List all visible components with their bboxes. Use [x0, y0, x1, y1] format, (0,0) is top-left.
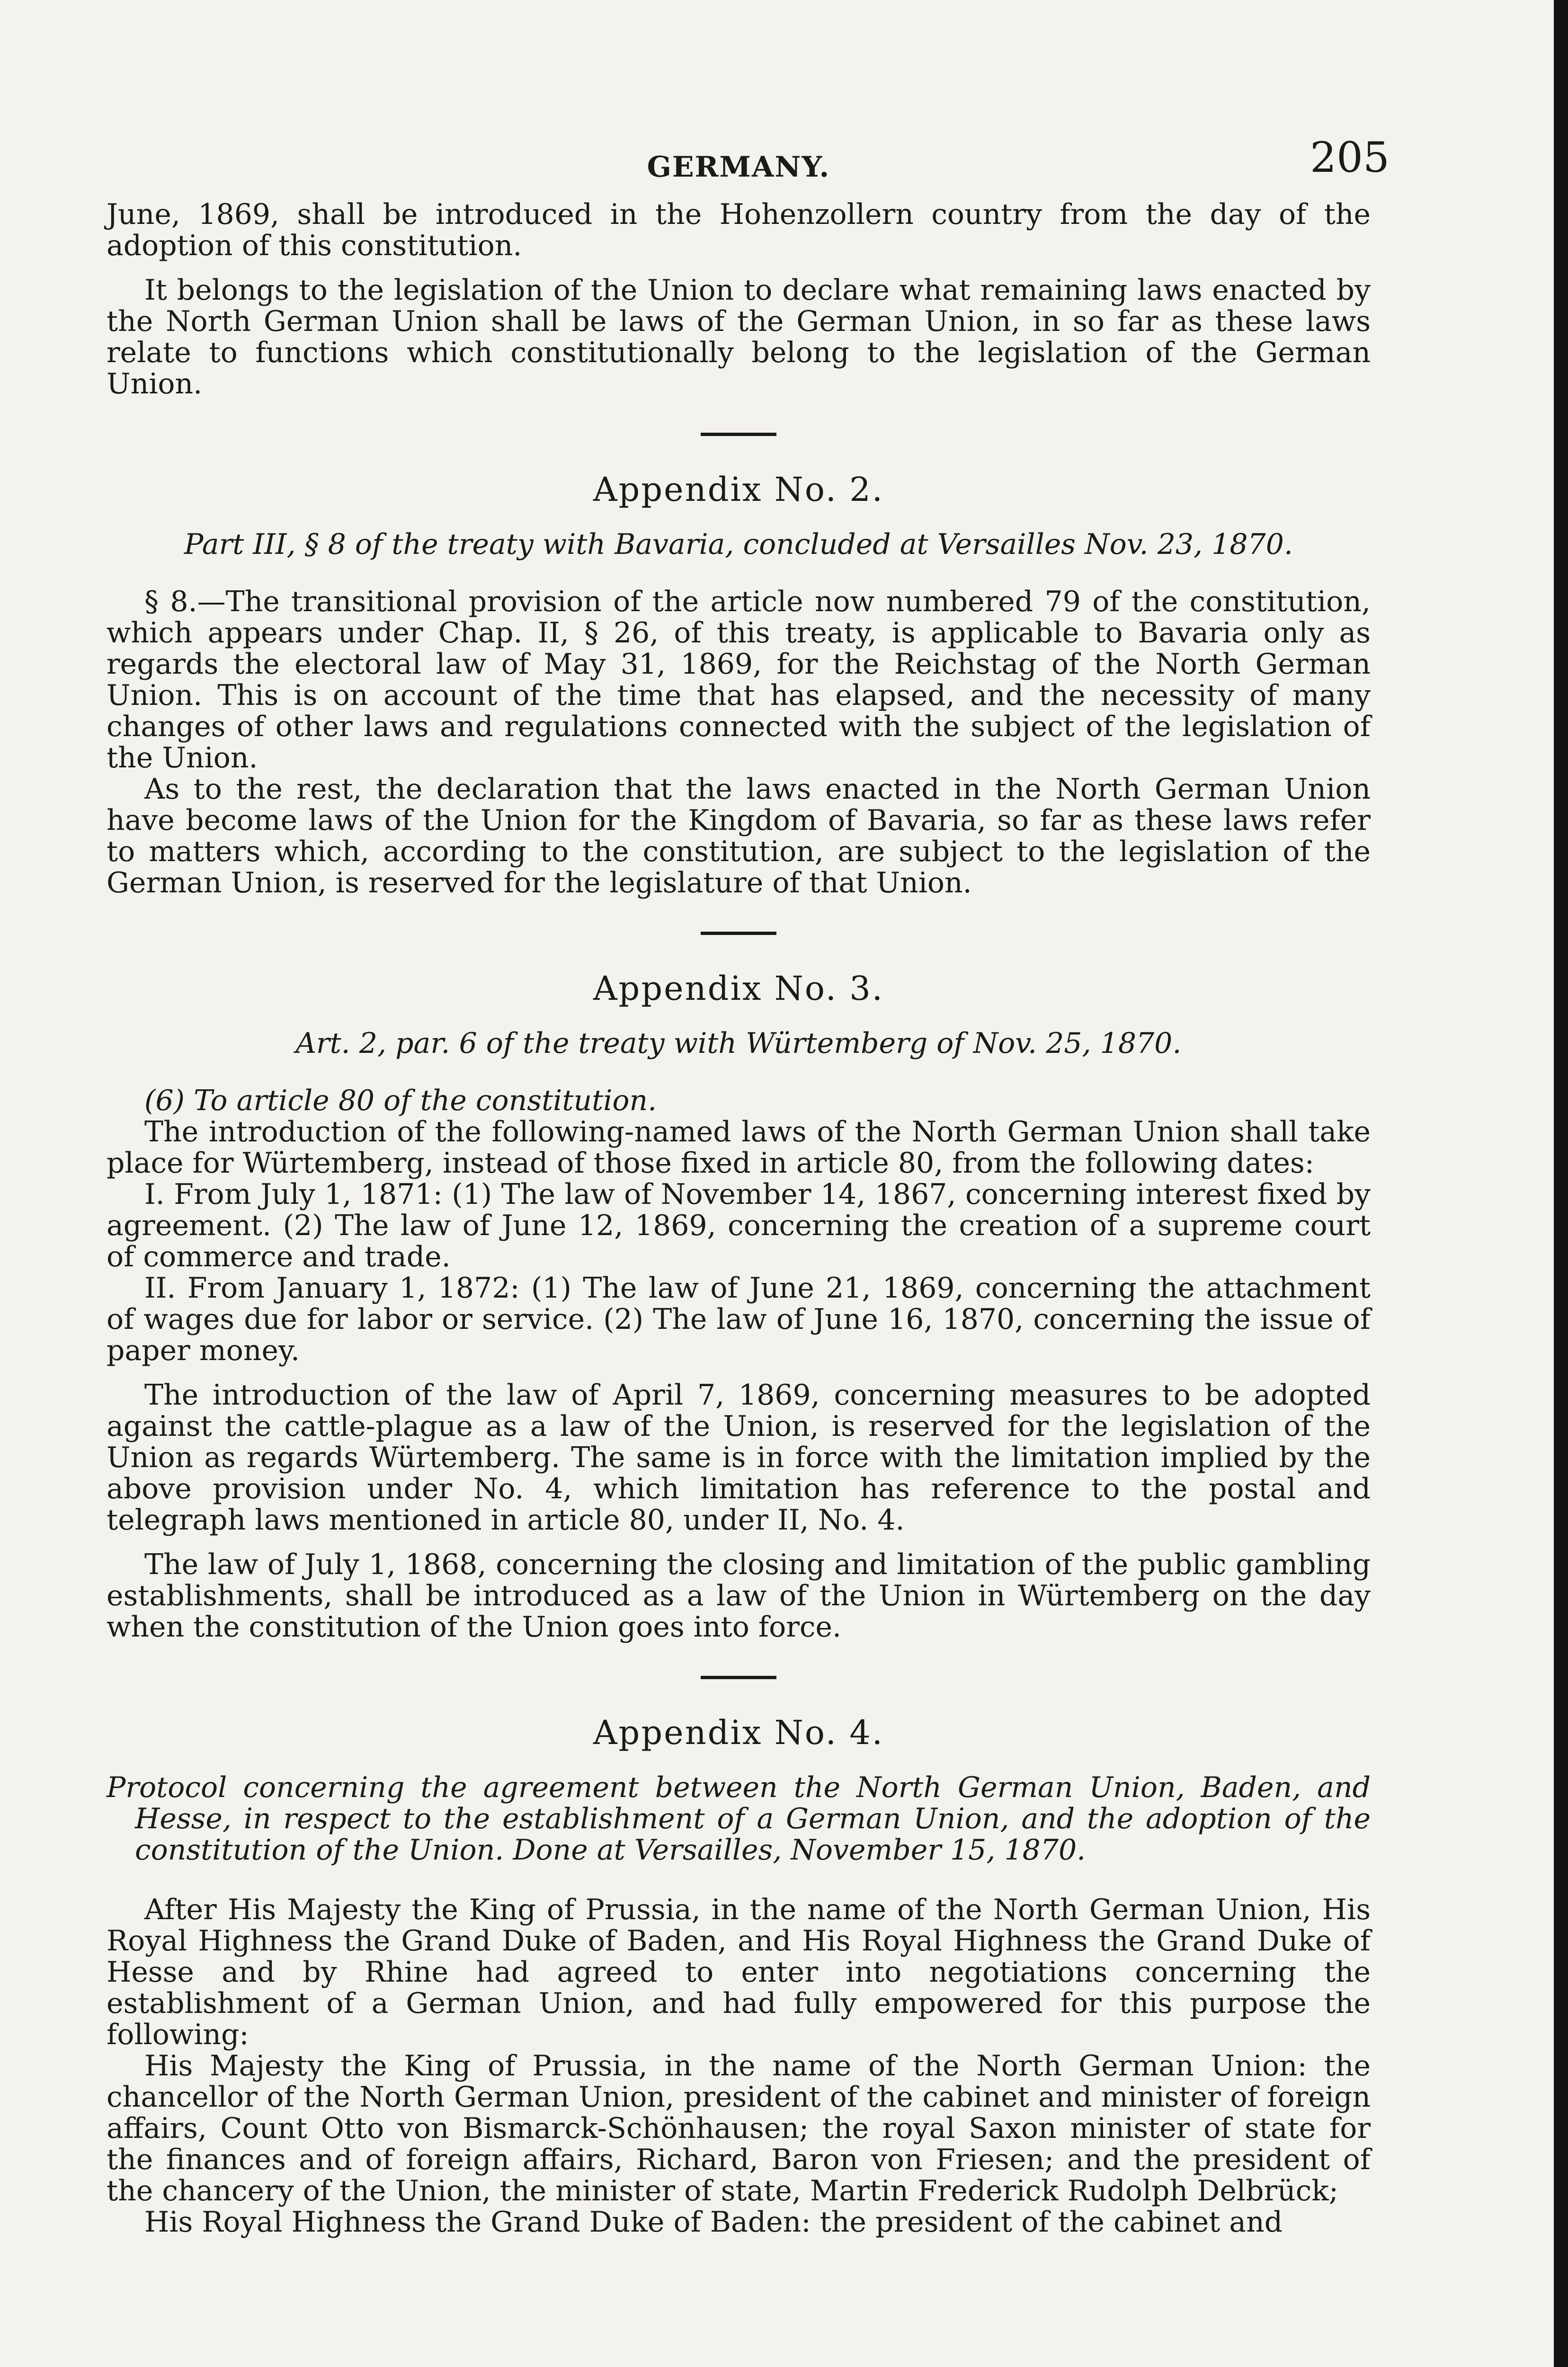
appendix-3-paragraph: The law of July 1, 1868, concerning the closing and limitation of the public gambling establishments, shall be introduced as a law of the Union in Würtemberg on the day when the constitution of the Union goes into force. [107, 1548, 1371, 1644]
page-number: 205 [1310, 133, 1390, 182]
paragraph-gap [107, 261, 1371, 275]
appendix-2-heading: Appendix No. 2. [593, 470, 884, 509]
document-page [107, 133, 1390, 2239]
appendix-2-paragraph: As to the rest, the declaration that the laws enacted in the North German Union have become laws of the Union for the Kingdom of Bavaria, so far as these laws refer to matters which, according to the constitution, are subject to the legislation of the German Union, is reserved for the legislature of that Union. [107, 773, 1371, 899]
appendix-4-heading: Appendix No. 4. [593, 1713, 884, 1752]
appendix-3-paragraph: I. From July 1, 1871: (1) The law of November 14, 1867, concerning interest fixed by agreement. (2) The law of June 12, 1869, concerning the creation of a supreme court of commerce and trade. [107, 1178, 1371, 1273]
intro-paragraph-continued: June, 1869, shall be introduced in the Hohenzollern country from the day of the adoption of this constitution. [107, 198, 1371, 262]
intro-paragraph: It belongs to the legislation of the Union to declare what remaining laws enacted by the North German Union shall be laws of the German Union, in so far as these laws relate to functions which constitutionally belong to the legislation of the German Union. [107, 274, 1371, 400]
appendix-4-paragraph: His Majesty the King of Prussia, in the name of the North German Union: the chancellor of the North German Union, president of the cabinet and minister of foreign affairs, Count Otto von Bismarck-Schönhausen; the royal Saxon minister of state for the finances and of foreign affairs, Richard, Baron von Friesen; and the president of the chancery of the Union, the minister of state, Martin Frederick Rudolph Delbrück; [107, 2049, 1371, 2207]
appendix-3-paragraph: The introduction of the law of April 7, 1869, concerning measures to be adopted against the cattle-plague as a law of the Union, is reserved for the legislation of the Union as regards Würtemberg. The same is in force with the limitation implied by the above provision under No. 4, which limitation has reference to the postal and telegraph laws mentioned in article 80, under II, No. 4. [107, 1379, 1371, 1537]
appendix-4-subtitle: Protocol concerning the agreement between the North German Union, Baden, and Hesse, in respect to the establishment of a German Union, and the adoption of the constitution of the Union. Done at Versailles, November 15, 1870. [107, 1771, 1371, 1867]
appendix-3-paragraph: II. From January 1, 1872: (1) The law of June 21, 1869, concerning the attachment of wages due for labor or service. (2) The law of June 16, 1870, concerning the issue of paper money. [107, 1272, 1371, 1367]
section-divider [701, 1676, 776, 1679]
section-divider [701, 932, 776, 935]
paragraph-gap [107, 1366, 1371, 1379]
appendix-4-paragraph: His Royal Highness the Grand Duke of Baden: the president of the cabinet and [144, 2206, 1283, 2239]
appendix-3-paragraph: The introduction of the following-named laws of the North German Union shall take place for Würtemberg, instead of those fixed in article 80, from the following dates: [107, 1115, 1371, 1180]
page-edge-shadow [1554, 0, 1568, 2367]
appendix-2-subtitle: Part III, § 8 of the treaty with Bavaria, concluded at Versailles Nov. 23, 1870. [184, 528, 1293, 561]
section-divider [701, 433, 776, 436]
paragraph-gap [107, 1536, 1371, 1549]
running-header [107, 133, 1390, 199]
appendix-3-item-label: (6) To article 80 of the constitution. [144, 1084, 657, 1117]
appendix-2-paragraph: § 8.—The transitional provision of the article now numbered 79 of the constitution, which appears under Chap. II, § 26, of this treaty, is applicable to Bavaria only as regards the electoral law of May 31, 1869, for the Reichstag of the North German Union. This is on account of the time that has elapsed, and the necessity of many changes of other laws and regulations connected with the subject of the legislation of the Union. [107, 585, 1371, 774]
appendix-4-paragraph: After His Majesty the King of Prussia, in the name of the North German Union, His Royal Highness the Grand Duke of Baden, and His Royal Highness the Grand Duke of Hesse and by Rhine had agreed to enter into negotiations concerning the establishment of a German Union, and had fully empowered for this purpose the following: [107, 1893, 1371, 2051]
appendix-3-heading: Appendix No. 3. [593, 969, 884, 1008]
running-title: GERMANY. [647, 151, 830, 184]
appendix-3-subtitle: Art. 2, par. 6 of the treaty with Würtemberg of Nov. 25, 1870. [295, 1027, 1182, 1060]
